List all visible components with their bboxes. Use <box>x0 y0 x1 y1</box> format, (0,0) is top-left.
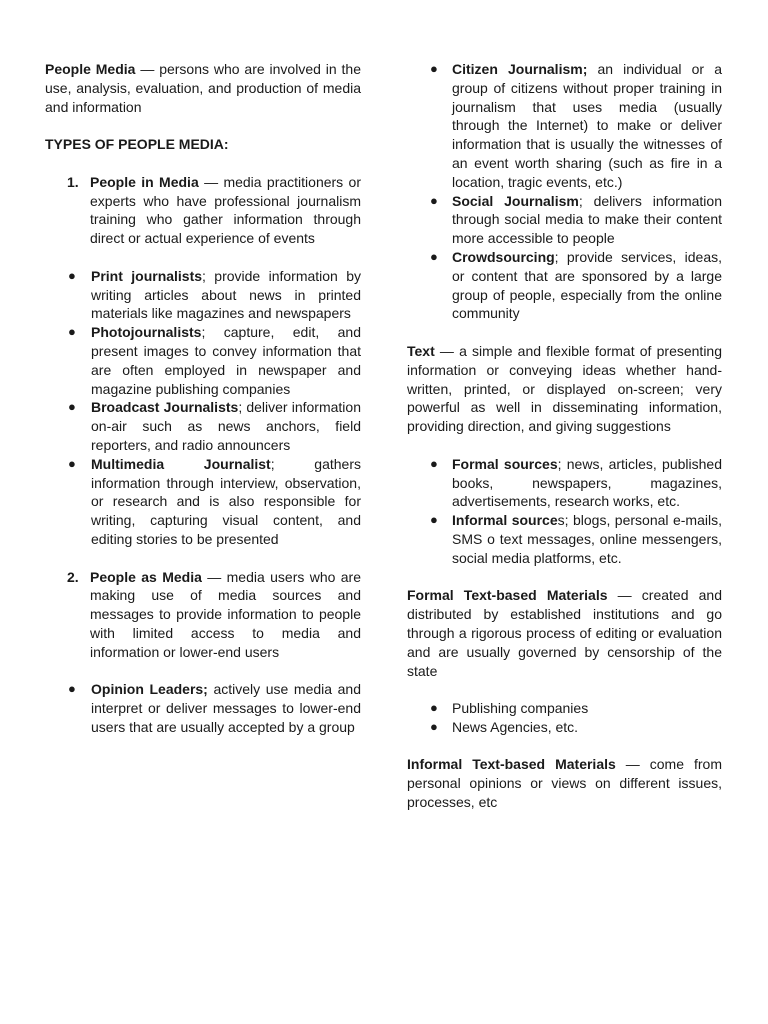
bullet-text: an individual or a group of citizens without proper training in journalism that uses media (usually through the Internet) to make or deliver information that is usually the witnesses of an event worth sharing (such as fire in a location, tragic events, etc.) <box>452 61 722 190</box>
formal-text-materials-definition <box>407 586 722 680</box>
text-def-text: — a simple and flexible format of presenting information or conveying ideas whether hand-written, printed, or displayed on-screen; very powerful as well in disseminating information, providing direction, and giving suggestions <box>407 342 722 435</box>
bullet-term: Print journalists <box>91 267 203 284</box>
informal-term: Informal Text-based Materials <box>407 756 616 773</box>
bullet-term: Citizen Journalism; <box>452 61 588 77</box>
bullet-term: Formal sources <box>452 455 558 472</box>
types-list-continued <box>45 568 361 662</box>
bullet-term: Broadcast Journalists <box>91 399 239 416</box>
formal-text: — created and distributed by established institutions and go through a rigorous process of editing or evaluation and are usually governed by censorship of the state <box>407 587 722 679</box>
bullet-dot-icon: ● <box>430 455 438 471</box>
type-item-people-as-media <box>45 568 361 662</box>
people-in-media-bullets <box>45 267 361 549</box>
bullet-term: Social Journalism <box>452 192 579 209</box>
item-number: 2. <box>67 568 79 585</box>
item-paragraph <box>90 568 361 662</box>
people-media-term: People Media <box>45 61 136 77</box>
bullet-term: Informal source <box>452 512 558 529</box>
type-item-people-in-media <box>45 173 361 248</box>
bullet-text: actively use media and interpret or deliver messages to lower-end users that are usually accepted by a group <box>91 681 361 735</box>
item-text: — media users who are making use of media sources and messages to provide information to people with limited access to media and information or lower-end users <box>90 568 361 660</box>
bullet-text: ; news, articles, published books, newspapers, magazines, advertisements, research works, etc. <box>452 455 722 510</box>
bullet-multimedia-journalist <box>45 455 361 549</box>
item-term: People as Media <box>90 568 202 585</box>
right-column <box>407 60 722 812</box>
bullet-print-journalists <box>45 267 361 323</box>
types-heading: TYPES OF PEOPLE MEDIA: <box>45 136 229 153</box>
bullet-broadcast-journalists <box>45 398 361 454</box>
item-text: — media practitioners or experts who have professional journalism training who gather information through direct or actual experience of events <box>90 173 361 247</box>
bullet-crowdsourcing <box>407 248 722 323</box>
types-list <box>45 173 361 248</box>
bullet-citizen-journalism <box>407 60 722 192</box>
bullet-term: Crowdsourcing <box>452 248 555 265</box>
people-as-media-more-bullets <box>407 60 722 323</box>
bullet-dot-icon: ● <box>68 267 76 283</box>
informal-text: — come from personal opinions or views on different issues, processes, etc <box>407 756 722 811</box>
bullet-social-journalism <box>407 192 722 248</box>
bullet-text: s; blogs, personal e-mails, SMS o text messages, online messengers, social media platforms, etc. <box>452 512 722 566</box>
bullet-text: News Agencies, etc. <box>452 718 579 735</box>
text-definition <box>407 342 722 436</box>
bullet-dot-icon: ● <box>430 192 438 208</box>
people-as-media-bullets <box>45 680 361 736</box>
bullet-news-agencies <box>407 718 722 737</box>
formal-examples-bullets <box>407 699 722 737</box>
informal-text-materials-definition <box>407 755 722 811</box>
bullet-dot-icon: ● <box>68 399 76 415</box>
bullet-text: ; deliver information on-air such as news anchors, field reporters, and radio announcers <box>91 399 361 453</box>
bullet-dot-icon: ● <box>68 455 76 471</box>
bullet-informal-sources <box>407 511 722 567</box>
item-number: 1. <box>67 173 79 190</box>
bullet-text: ; gathers information through interview, observation, or research and is also responsible for writing, capturing visual content, and editing stories to be presented <box>91 455 361 547</box>
bullet-text: Publishing companies <box>452 700 589 717</box>
people-media-text: — persons who are involved in the use, analysis, evaluation, and production of media and information <box>45 61 361 115</box>
bullet-text: ; capture, edit, and present images to convey information that are often employed in newspaper and magazine publishing companies <box>91 324 361 397</box>
bullet-term: Multimedia Journalist <box>91 455 271 472</box>
bullet-publishing-companies <box>407 699 722 718</box>
bullet-photojournalists <box>45 323 361 398</box>
bullet-dot-icon: ● <box>68 681 76 697</box>
bullet-text: ; provide information by writing articles about news in printed materials like magazines and newspapers <box>91 267 361 322</box>
bullet-term: Photojournalists <box>91 324 202 341</box>
bullet-dot-icon: ● <box>430 718 438 734</box>
bullet-dot-icon: ● <box>430 248 438 264</box>
bullet-dot-icon: ● <box>430 700 438 716</box>
text-term: Text <box>407 342 435 359</box>
item-term: People in Media <box>90 173 199 190</box>
people-media-definition <box>45 60 361 116</box>
bullet-text: ; provide services, ideas, or content that are sponsored by a large group of people, especially from the online community <box>452 248 722 322</box>
bullet-formal-sources <box>407 455 722 511</box>
item-paragraph <box>90 173 361 248</box>
source-bullets <box>407 455 722 568</box>
bullet-dot-icon: ● <box>430 512 438 528</box>
bullet-dot-icon: ● <box>430 61 438 76</box>
left-column <box>45 60 361 737</box>
bullet-dot-icon: ● <box>68 324 76 340</box>
bullet-opinion-leaders <box>45 680 361 736</box>
bullet-text: ; delivers information through social media to make their content more accessible to people <box>452 192 722 247</box>
bullet-term: Opinion Leaders; <box>91 681 208 698</box>
formal-term: Formal Text-based Materials <box>407 587 608 604</box>
